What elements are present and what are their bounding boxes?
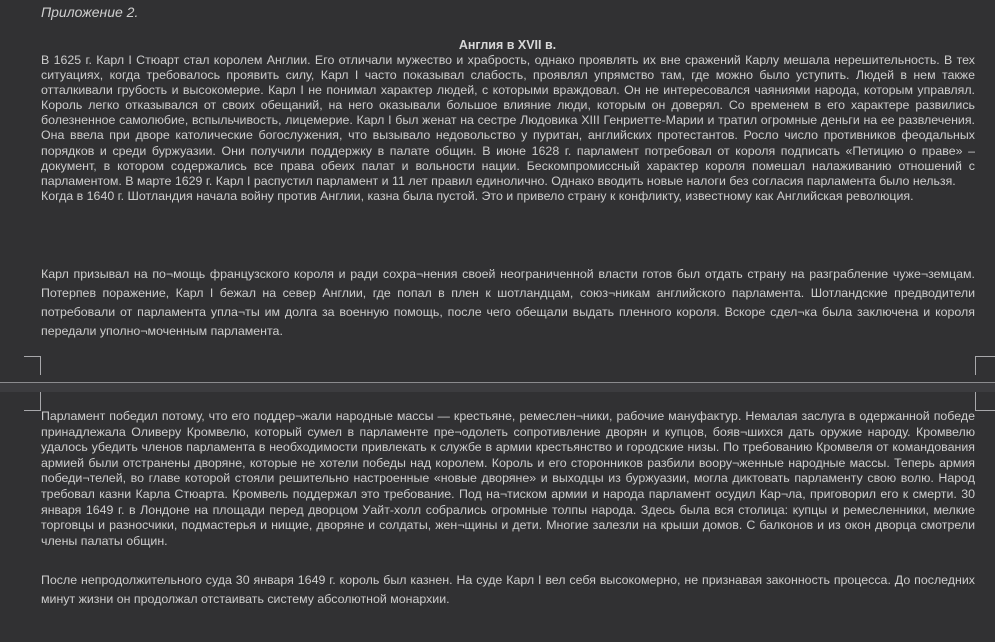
page-corner-mark — [975, 356, 995, 375]
body-text-block-spaced — [41, 265, 975, 341]
paragraph-charles-character: В 1625 г. Карл I Стюарт стал королем Англии. Его отличали мужество и храбрость, однако проявлять их вне сражений Карлу мешала нерешительность. В тех ситуациях, когда требовалось проявить силу, Карл I часто показывал слабость, проявлял упрямство там, где можно было уступить. Людей в нем также отталкивали грубость и высокомерие. Карл I не понимал характер людей, с которыми враждовал. Он не интересовался чаяниями народа, которым управлял. Король легко отказывался от своих обещаний, на него оказывали большое влияние люди, которым он доверял. Со временем в его характере развились болезненное самолюбие, вспыльчивость, лицемерие. Карл I был женат на сестре Людовика XIII Генриетте-Марии и тратил огромные деньги на ее развлечения. Она ввела при дворе католические богослужения, что вызывало недовольство у пуритан, английских протестантов. Росло число противников феодальных порядков и среди буржуазии. Они получили поддержку в палате общин. В июне 1628 г. парламент потребовал от короля подписать «Петицию о праве» – документ, в котором содержались все права обеих палат и вольности нации. Бескомпромиссный характер короля помешал налаживанию отношений с парламентом. В марте 1629 г. Карл I распустил парламент и 11 лет правил единолично. Однако вводить новые налоги без согласия парламента было нельзя. — [41, 53, 975, 188]
page-corner-mark — [24, 392, 41, 411]
paragraph-parliament-victory: Парламент победил потому, что его поддер¬жали народные массы — крестьяне, ремеслен¬ники, рабочие мануфактур. Немалая заслуга в одержанной победе принадлежала Оливеру Кромвелю, который сумел в парламенте пре¬одолеть сопротивление дворян и купцов, бояв¬шихся дать оружие народу. Кромвелю удалось убедить членов парламента в необходимости привлекать к службе в армии крестьянство и городские низы. По требованию Кромвеля от командования армией были отстранены дворяне, которые не хотели победы над королем. Король и его сторонников разбили воору¬женные народные массы. Теперь армия победи¬телей, во главе которой стояли решительно настроенные «новые дворяне» и выходцы из буржуазии, могла диктовать парламенту свою волю. Народ требовал казни Карла Стюарта. Кромвель поддержал это требование. Под на¬тиском армии и народа парламент осудил Кар¬ла, приговорил его к смерти. 30 января 1649 г. в Лондоне на площади перед дворцом Уайт-холл собрались огромные толпы народа. Здесь была вся столица: купцы и ремесленники, мелкие торговцы и разносчики, подмастерья и нищие, дворяне и солдаты, жен¬щины и дети. Многие залезли на крыши домов. С балконов и из окон дворца смотрели члены палаты общин. — [41, 409, 975, 548]
appendix-label: Приложение 2. — [41, 4, 139, 20]
body-text-block — [41, 409, 975, 549]
page-corner-mark — [975, 392, 995, 411]
paragraph-charles-captured: Карл призывал на по¬мощь французского короля и ради сохра¬нения своей неограниченной власти готов был отдать страну на разграбление чуже¬земцам. Потерпев поражение, Карл I бежал на север Англии, где попал в плен к шотландцам, союз¬никам английского парламента. Шотландские предводители потребовали от парламента упла¬ты им долга за военную помощь, после чего обещали выдать пленного короля. Вскоре сдел¬ка была заключена и короля передали уполно¬моченным парламента. — [41, 267, 975, 338]
body-text-block — [41, 53, 975, 204]
page-corner-mark — [24, 356, 41, 375]
document-page-2 — [0, 392, 995, 642]
paragraph-execution: После непродолжительного суда 30 января 1649 г. король был казнен. На суде Карл I вел себя высокомерно, не признавая законность процесса. До последних минут жизни он продолжал отстаивать систему абсолютной монархии. — [41, 573, 975, 606]
paragraph-scotland-war: Когда в 1640 г. Шотландия начала войну против Англии, казна была пустой. Это и привело страну к конфликту, известному как Английская революция. — [41, 188, 914, 203]
document-title: Англия в XVII в. — [458, 38, 557, 52]
body-text-block-spaced — [41, 571, 975, 609]
